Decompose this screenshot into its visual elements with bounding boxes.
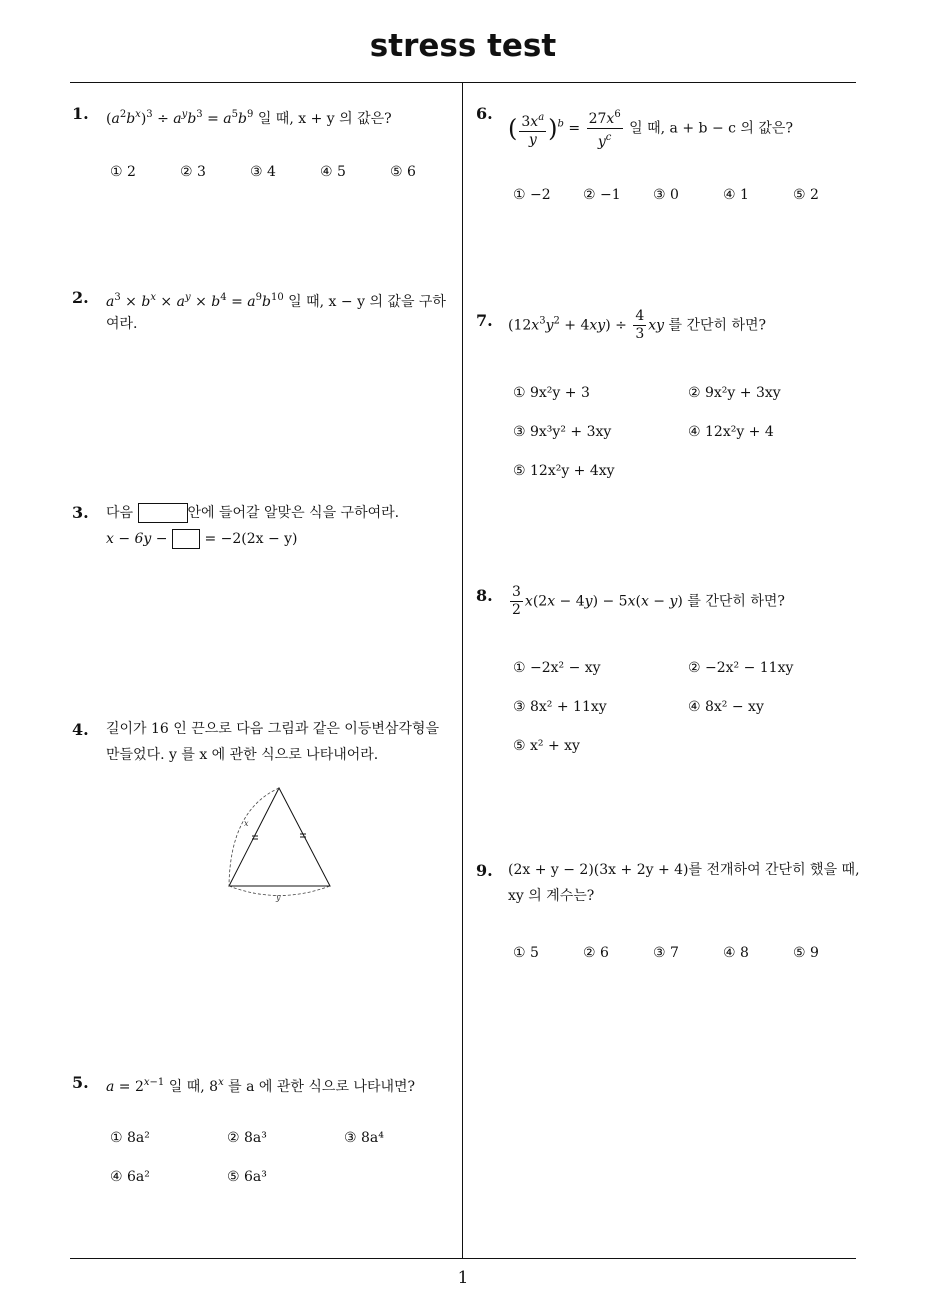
question-number: 3. (72, 503, 89, 522)
choice-1[interactable]: ① 2 (110, 164, 136, 180)
question-text: $\frac{3}{2}$ x(2x − 4y) − 5x(x − y) 를 간단히 하면? (512, 584, 785, 618)
figure-label-side: x (244, 819, 249, 828)
choice-2[interactable]: ② −1 (583, 187, 621, 203)
question-number: 1. (72, 104, 89, 123)
equation-left: x − 6y − (106, 531, 168, 547)
question-number: 8. (476, 586, 493, 605)
choice-4[interactable]: ④ 5 (320, 164, 346, 180)
choice-3[interactable]: ③ 4 (250, 164, 276, 180)
choice-2[interactable]: ② 3 (180, 164, 206, 180)
choice-2[interactable]: ② −2x² − 11xy (688, 660, 794, 676)
question-text-line2: 여라. (106, 316, 138, 332)
question-number: 5. (72, 1073, 89, 1092)
question-text-suffix: 일 때, a + b − c 의 값은? (629, 120, 793, 137)
question-number: 9. (476, 861, 493, 880)
footer-rule (70, 1258, 856, 1259)
question-text-suffix: 를 a 에 관한 식으로 나타내면? (228, 1079, 416, 1095)
choice-3[interactable]: ③ 0 (653, 187, 679, 203)
choice-2[interactable]: ② 8a³ (227, 1130, 267, 1146)
choice-3[interactable]: ③ 8x² + 11xy (513, 699, 607, 715)
figure-label-base: y (276, 893, 281, 902)
choice-5[interactable]: ⑤ x² + xy (513, 738, 580, 754)
question-text-suffix: 일 때, x + y 의 값은? (257, 111, 392, 127)
question-text-suffix: 안에 들어갈 알맞은 식을 구하여라. (187, 505, 400, 521)
question-number: 7. (476, 311, 493, 330)
question-text (106, 500, 399, 527)
choice-2[interactable]: ② 9x²y + 3xy (688, 385, 781, 401)
question-text-suffix: 를 간단히 하면? (668, 317, 767, 334)
choice-5[interactable]: ⑤ 6a³ (227, 1169, 267, 1185)
header-rule (70, 82, 856, 83)
question-text-line1: 길이가 16 인 끈으로 다음 그림과 같은 이등변삼각형을 (106, 721, 439, 737)
question-number: 6. (476, 104, 493, 123)
page-title: stress test (369, 28, 557, 64)
column-divider (462, 83, 463, 1258)
question-equation (106, 526, 298, 553)
choice-5[interactable]: ⑤ 12x²y + 4xy (513, 463, 615, 479)
question-number: 2. (72, 288, 89, 307)
equation-right: = −2(2x − y) (204, 531, 298, 547)
choice-2[interactable]: ② 6 (583, 945, 609, 961)
choice-5[interactable]: ⑤ 9 (793, 945, 819, 961)
question-text: $(12x^3y^2 + 4xy)$ ÷ $\frac{4}{3}$ xy 를 간단히 하면? (508, 308, 767, 342)
question-text-line2: 만들었다. y 를 x 에 관한 식으로 나타내어라. (106, 747, 379, 763)
question-text: $a^3 \times b^x \times a^y \times b^4 = a^9b^{10}$ 일 때, x − y 의 값을 구하 (106, 292, 446, 310)
choice-1[interactable]: ① 8a² (110, 1130, 150, 1146)
answer-blank-box-small (172, 529, 200, 549)
choice-3[interactable]: ③ 8a⁴ (344, 1130, 384, 1146)
page-number: 1 (457, 1268, 469, 1288)
choice-4[interactable]: ④ 1 (723, 187, 749, 203)
choice-1[interactable]: ① 5 (513, 945, 539, 961)
choice-5[interactable]: ⑤ 2 (793, 187, 819, 203)
question-text: ( $\frac{3x^a}{y}$ )$^b$ = $\frac{27x^6}{y^c}$ 일 때, a + b − c 의 값은? (508, 106, 793, 151)
answer-blank-box (138, 503, 188, 523)
question-number: 4. (72, 720, 89, 739)
choice-5[interactable]: ⑤ 6 (390, 164, 416, 180)
choice-1[interactable]: ① 9x²y + 3 (513, 385, 590, 401)
question-text: $(a^2b^x)^3 \div a^yb^3 = a^5b^9$ 일 때, x + y 의 값은? (106, 109, 392, 127)
choice-4[interactable]: ④ 12x²y + 4 (688, 424, 774, 440)
question-text: $a = 2^{x-1}$ 일 때, 8$^x$ 를 a 에 관한 식으로 나타내면? (106, 1077, 416, 1095)
question-text-line2: xy 의 계수는? (508, 888, 595, 904)
choice-3[interactable]: ③ 9x³y² + 3xy (513, 424, 612, 440)
question-text-suffix: 일 때, x − y 의 값을 구하 (288, 294, 446, 310)
choice-1[interactable]: ① −2x² − xy (513, 660, 601, 676)
question-text-line1: (2x + y − 2)(3x + 2y + 4)를 전개하여 간단히 했을 때, (508, 862, 860, 878)
choice-1[interactable]: ① −2 (513, 187, 551, 203)
choice-4[interactable]: ④ 8x² − xy (688, 699, 764, 715)
choice-4[interactable]: ④ 6a² (110, 1169, 150, 1185)
choice-3[interactable]: ③ 7 (653, 945, 679, 961)
question-text-prefix: 다음 (106, 505, 134, 521)
choice-4[interactable]: ④ 8 (723, 945, 749, 961)
question-text-suffix: 를 간단히 하면? (687, 593, 785, 610)
isosceles-triangle-figure (220, 780, 340, 905)
